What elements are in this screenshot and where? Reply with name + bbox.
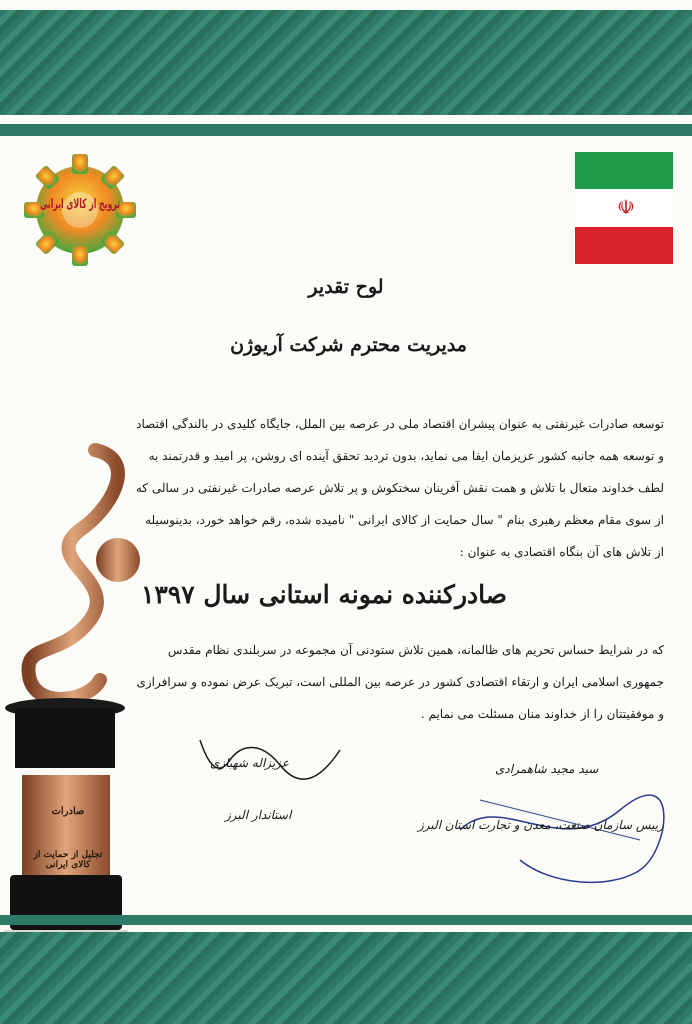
trophy-plate-text-2: تجلیل از حمایت از کالای ایرانی — [33, 850, 103, 870]
trophy-plate-text-1: صادرات — [51, 806, 85, 817]
bottom-thin-band — [0, 915, 692, 925]
top-thin-band — [0, 124, 692, 136]
iran-emblem-icon: ☫ — [617, 195, 635, 219]
top-decorative-band — [0, 10, 692, 115]
left-signer-title: استاندار البرز — [225, 808, 292, 822]
trophy-icon — [0, 440, 150, 970]
right-signer-title: رییس سازمان صنعت، معدن و تجارت استان البرز — [418, 818, 664, 832]
gear-logo-icon — [20, 150, 140, 270]
award-title: صادرکننده نمونه استانی سال ۱۳۹۷ — [140, 580, 507, 609]
paragraph-1: توسعه صادرات غیرنفتی به عنوان پیشران اقتصاد ملی در عرصه بین الملل، جایگاه کلیدی در بالندگی اقتصاد و توسعه همه جانبه کشور عزیزمان ایفا می نماید، بدون تردید تحقق آینده ای روشن، پر امید و قدرتمند به لطف خداوند متعال با تلاش و همت نقش آفرینان سختکوش و پر تلاش عرصه صادرات غیرنفتی در سالی که از سوی مقام معظم رهبری بنام " سال حمایت از کالای ایرانی " نامیده شده، رقم خواهد خورد، بدینوسیله از تلاش های آن بنگاه اقتصادی به عنوان : — [135, 417, 664, 559]
bottom-decorative-band — [0, 932, 692, 1024]
logo-text: ترویج از کالای ایرانی — [40, 197, 120, 212]
addressee: مدیریت محترم شرکت آریوژن — [230, 334, 467, 356]
right-signer-name: سید مجید شاهمرادی — [495, 762, 599, 776]
page-title: لوح تقدیر — [308, 276, 384, 298]
paragraph-2: که در شرایط حساس تحریم های ظالمانه، همین تلاش ستودنی آن مجموعه در سربلندی نظام مقدس جمهوری اسلامی ایران و ارتقاء اقتصادی کشور در عرصه بین المللی است، تبریک عرض نموده و سرافرازی و موفقیتتان را از خداوند منان مسئلت می نمایم . — [136, 643, 664, 721]
left-signer-name: عزیزاله شهبازی — [210, 756, 290, 770]
iran-flag — [575, 152, 673, 264]
